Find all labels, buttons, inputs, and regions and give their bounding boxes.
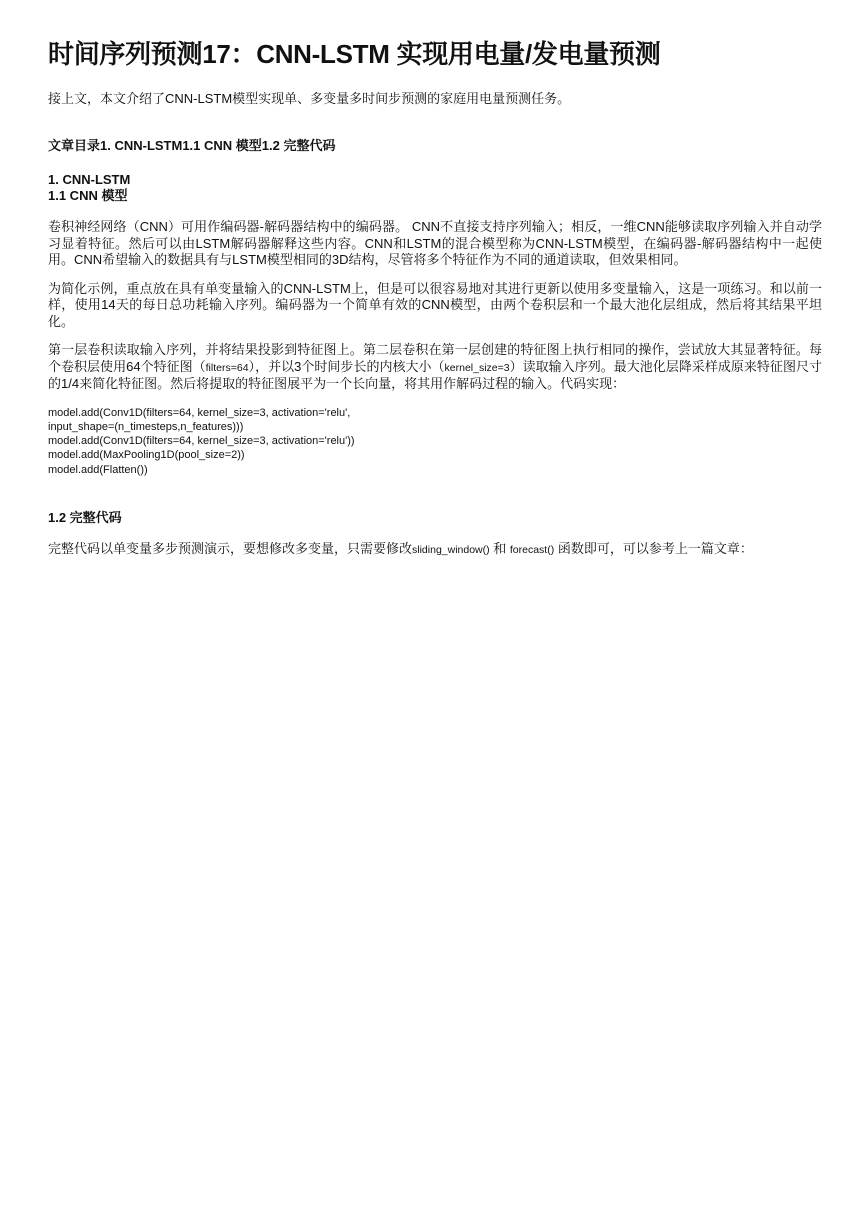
code-line: input_shape=(n_timesteps,n_features))) [48,420,244,433]
cnn-intro-paragraph: 卷积神经网络（CNN）可用作编码器-解码器结构中的编码器。 CNN不直接支持序列输入；相反，一维CNN能够读取序列输入并自动学习显着特征。然后可以由LSTM解码器解释这些内容。CNN和LSTM的混合模型称为CNN-LSTM模型，在编码器-解码器结构中一起使用。CNN希望输入的数据具有与LSTM模型相同的3D结构，尽管将多个特征作为不同的通道读取，但效果相同。 [48,219,822,267]
subsection-heading-cnn-model: 1.1 CNN 模型 [48,188,128,203]
page-title: 时间序列预测17：CNN-LSTM 实现用电量/发电量预测 [48,39,661,69]
code-line: model.add(MaxPooling1D(pool_size=2)) [48,449,245,462]
inline-code-forecast: forecast() [509,543,555,556]
paragraph-text: ），并以3个时间步长的内核大小（ [248,358,445,374]
paragraph-text: 完整代码以单变量多步预测演示，要想修改多变量，只需要修改 [48,540,413,556]
conv-layers-paragraph [48,342,822,393]
inline-code-filters: filters=64 [205,361,249,374]
table-of-contents[interactable]: 文章目录1. CNN-LSTM1.1 CNN 模型1.2 完整代码 [48,138,336,153]
intro-paragraph: 接上文，本文介绍了CNN-LSTM模型实现单、多变量多时间步预测的家庭用电量预测任务。 [48,91,571,106]
subsection-heading-full-code: 1.2 完整代码 [48,509,122,525]
paragraph-text: 和 [489,540,510,556]
document-page [48,0,822,558]
code-line: model.add(Flatten()) [48,463,148,476]
paragraph-text: 第一层卷积读取输入序列，并将结果投影到特征图上。第二层卷积在第一层创建的特征图上执行相同的操作，尝试放大其显著特征。每个卷积层使用64个特征图（ [48,342,822,374]
inline-code-sliding-window: sliding_window() [412,543,490,556]
code-line: model.add(Conv1D(filters=64, kernel_size=3, activation='relu', [48,406,351,419]
code-block [48,406,822,477]
inline-code-kernel-size: kernel_size=3 [444,361,510,374]
simplify-example-paragraph: 为简化示例，重点放在具有单变量输入的CNN-LSTM上，但是可以很容易地对其进行更新以使用多变量输入，这是一项练习。和以前一样，使用14天的每日总功耗输入序列。编码器为一个简单有效的CNN模型，由两个卷积层和一个最大池化层组成，然后将其结果平坦化。 [48,280,822,329]
paragraph-text: 函数即可，可以参考上一篇文章： [554,540,753,556]
full-code-paragraph [48,541,822,559]
paragraph-text: ）读取输入序列。最大池化层降采样成原来特征图尺寸的1/4来简化特征图。然后将提取的特征图展平为一个长向量，将其用作解码过程的输入。代码实现： [48,358,822,391]
section-heading-cnn-lstm: 1. CNN-LSTM [48,172,131,187]
code-line: model.add(Conv1D(filters=64, kernel_size=3, activation='relu')) [48,435,355,448]
